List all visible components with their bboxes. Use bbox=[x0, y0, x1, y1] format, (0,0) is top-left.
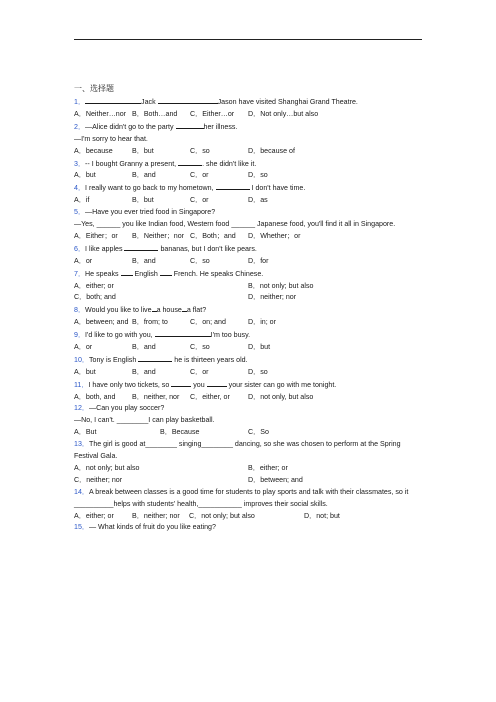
option-d[interactable]: D．for bbox=[248, 256, 269, 265]
option-b[interactable]: B．and bbox=[132, 342, 156, 351]
option-a[interactable]: A．because bbox=[74, 146, 113, 155]
option-d[interactable]: D．neither; nor bbox=[248, 293, 297, 302]
options-12 bbox=[74, 427, 424, 439]
question-10: 10．Tony is English he is thirteen years old. bbox=[74, 355, 248, 364]
options-7a bbox=[74, 281, 424, 293]
options-8 bbox=[74, 317, 424, 329]
option-a[interactable]: A．either; or bbox=[74, 281, 114, 290]
option-c[interactable]: C．so bbox=[190, 146, 210, 155]
option-c[interactable]: C．not only; but also bbox=[189, 511, 255, 520]
option-a[interactable]: A．either; or bbox=[74, 511, 114, 520]
options-7b bbox=[74, 292, 424, 304]
options-2 bbox=[74, 146, 424, 158]
question-7: 7．He speaks English French. He speaks Chinese. bbox=[74, 269, 264, 278]
option-d[interactable]: D．so bbox=[248, 171, 268, 180]
option-b[interactable]: B．not only; but also bbox=[248, 281, 314, 290]
option-c[interactable]: C．so bbox=[190, 342, 210, 351]
question-12-reply: —No, I can't. ________I can play basketball. bbox=[74, 416, 215, 425]
option-c[interactable]: C．neither; nor bbox=[74, 475, 123, 484]
option-c[interactable]: C．both; and bbox=[74, 293, 116, 302]
options-1 bbox=[74, 109, 424, 121]
question-2-reply: —I'm sorry to hear that. bbox=[74, 134, 148, 143]
options-4 bbox=[74, 195, 424, 207]
option-a[interactable]: A．not only; but also bbox=[74, 463, 140, 472]
option-c[interactable]: C．or bbox=[190, 367, 209, 376]
header-rule bbox=[74, 39, 422, 40]
question-15: 15．— What kinds of fruit do you like eating? bbox=[74, 523, 216, 532]
option-c[interactable]: C．either, or bbox=[190, 392, 230, 401]
question-9: 9．I'd like to go with you, I'm too busy. bbox=[74, 331, 251, 340]
option-b[interactable]: B．Both…and bbox=[132, 109, 178, 118]
option-b[interactable]: B．and bbox=[132, 367, 156, 376]
option-d[interactable]: D．Not only…but also bbox=[248, 109, 319, 118]
option-c[interactable]: C．Both；and bbox=[190, 231, 236, 240]
option-d[interactable]: D．as bbox=[248, 196, 268, 205]
option-a[interactable]: A．between; and bbox=[74, 318, 129, 327]
question-5: 5．—Have you ever tried food in Singapore? bbox=[74, 208, 216, 217]
option-d[interactable]: D．between; and bbox=[248, 475, 303, 484]
option-b[interactable]: B．but bbox=[132, 196, 154, 205]
option-b[interactable]: B．but bbox=[132, 146, 154, 155]
option-a[interactable]: A．if bbox=[74, 196, 90, 205]
option-c[interactable]: C．So bbox=[248, 428, 269, 437]
option-d[interactable]: D．not only, but also bbox=[248, 392, 314, 401]
options-10 bbox=[74, 367, 424, 379]
option-c[interactable]: C．on; and bbox=[190, 318, 226, 327]
options-5 bbox=[74, 231, 424, 243]
question-6: 6．I like apples bananas, but I don't like pears. bbox=[74, 244, 257, 253]
option-a[interactable]: A．or bbox=[74, 256, 93, 265]
option-d[interactable]: D．in; or bbox=[248, 318, 276, 327]
option-d[interactable]: D．so bbox=[248, 367, 268, 376]
option-a[interactable]: A．Either；or bbox=[74, 231, 118, 240]
option-b[interactable]: B．either; or bbox=[248, 463, 288, 472]
question-4: 4．I really want to go back to my hometown, I don't have time. bbox=[74, 184, 306, 193]
option-b[interactable]: B．and bbox=[132, 256, 156, 265]
option-a[interactable]: A．Neither…nor bbox=[74, 109, 127, 118]
option-a[interactable]: A．but bbox=[74, 367, 96, 376]
option-b[interactable]: B．from; to bbox=[132, 318, 168, 327]
question-13: 13．The girl is good at________ singing________ dancing, so she was chosen to perform at the Spring Festival Gala. bbox=[74, 440, 401, 461]
option-d[interactable]: D．not; but bbox=[304, 511, 340, 520]
question-12: 12．—Can you play soccer? bbox=[74, 404, 165, 413]
options-13a bbox=[74, 463, 424, 475]
exam-content bbox=[74, 83, 424, 534]
option-b[interactable]: B．Because bbox=[160, 428, 200, 437]
options-3 bbox=[74, 170, 424, 182]
option-a[interactable]: A．both, and bbox=[74, 392, 116, 401]
option-c[interactable]: C．or bbox=[190, 196, 209, 205]
question-2: 2．—Alice didn't go to the party her illness. bbox=[74, 122, 238, 131]
option-a[interactable]: A．but bbox=[74, 171, 96, 180]
option-b[interactable]: B．neither, nor bbox=[132, 392, 180, 401]
question-11: 11．I have only two tickets, so you your sister can go with me tonight. bbox=[74, 380, 337, 389]
option-c[interactable]: C．or bbox=[190, 171, 209, 180]
question-14: 14．A break between classes is a good time for students to play sports and talk with their classmates, so it __________helps with students' health,___________ improves their social skills. bbox=[74, 487, 409, 508]
question-5-reply: —Yes, ______ you like Indian food, Western food ______ Japanese food, you'll find it all in Singapore. bbox=[74, 220, 396, 228]
question-1: 1． Jack Jason have visited Shanghai Grand Theatre. bbox=[74, 98, 358, 106]
option-d[interactable]: D．but bbox=[248, 342, 271, 351]
question-3: 3．-- I bought Granny a present, . she didn't like it. bbox=[74, 159, 257, 168]
option-b[interactable]: B．and bbox=[132, 171, 156, 180]
option-d[interactable]: D．because of bbox=[248, 146, 295, 155]
option-b[interactable]: B．neither; nor bbox=[132, 511, 180, 520]
options-11 bbox=[74, 392, 424, 404]
option-d[interactable]: D．Whether；or bbox=[248, 231, 301, 240]
options-9 bbox=[74, 342, 424, 354]
options-13b bbox=[74, 475, 424, 487]
option-c[interactable]: C．Either…or bbox=[190, 109, 235, 118]
option-b[interactable]: B．Neither；nor bbox=[132, 231, 185, 240]
options-14 bbox=[74, 511, 424, 523]
option-a[interactable]: A．But bbox=[74, 428, 97, 437]
section-title: 一、选择题 bbox=[74, 84, 114, 93]
options-6 bbox=[74, 256, 424, 268]
question-8: 8．Would you like to live a house a flat? bbox=[74, 306, 207, 315]
option-a[interactable]: A．or bbox=[74, 342, 93, 351]
option-c[interactable]: C．so bbox=[190, 256, 210, 265]
